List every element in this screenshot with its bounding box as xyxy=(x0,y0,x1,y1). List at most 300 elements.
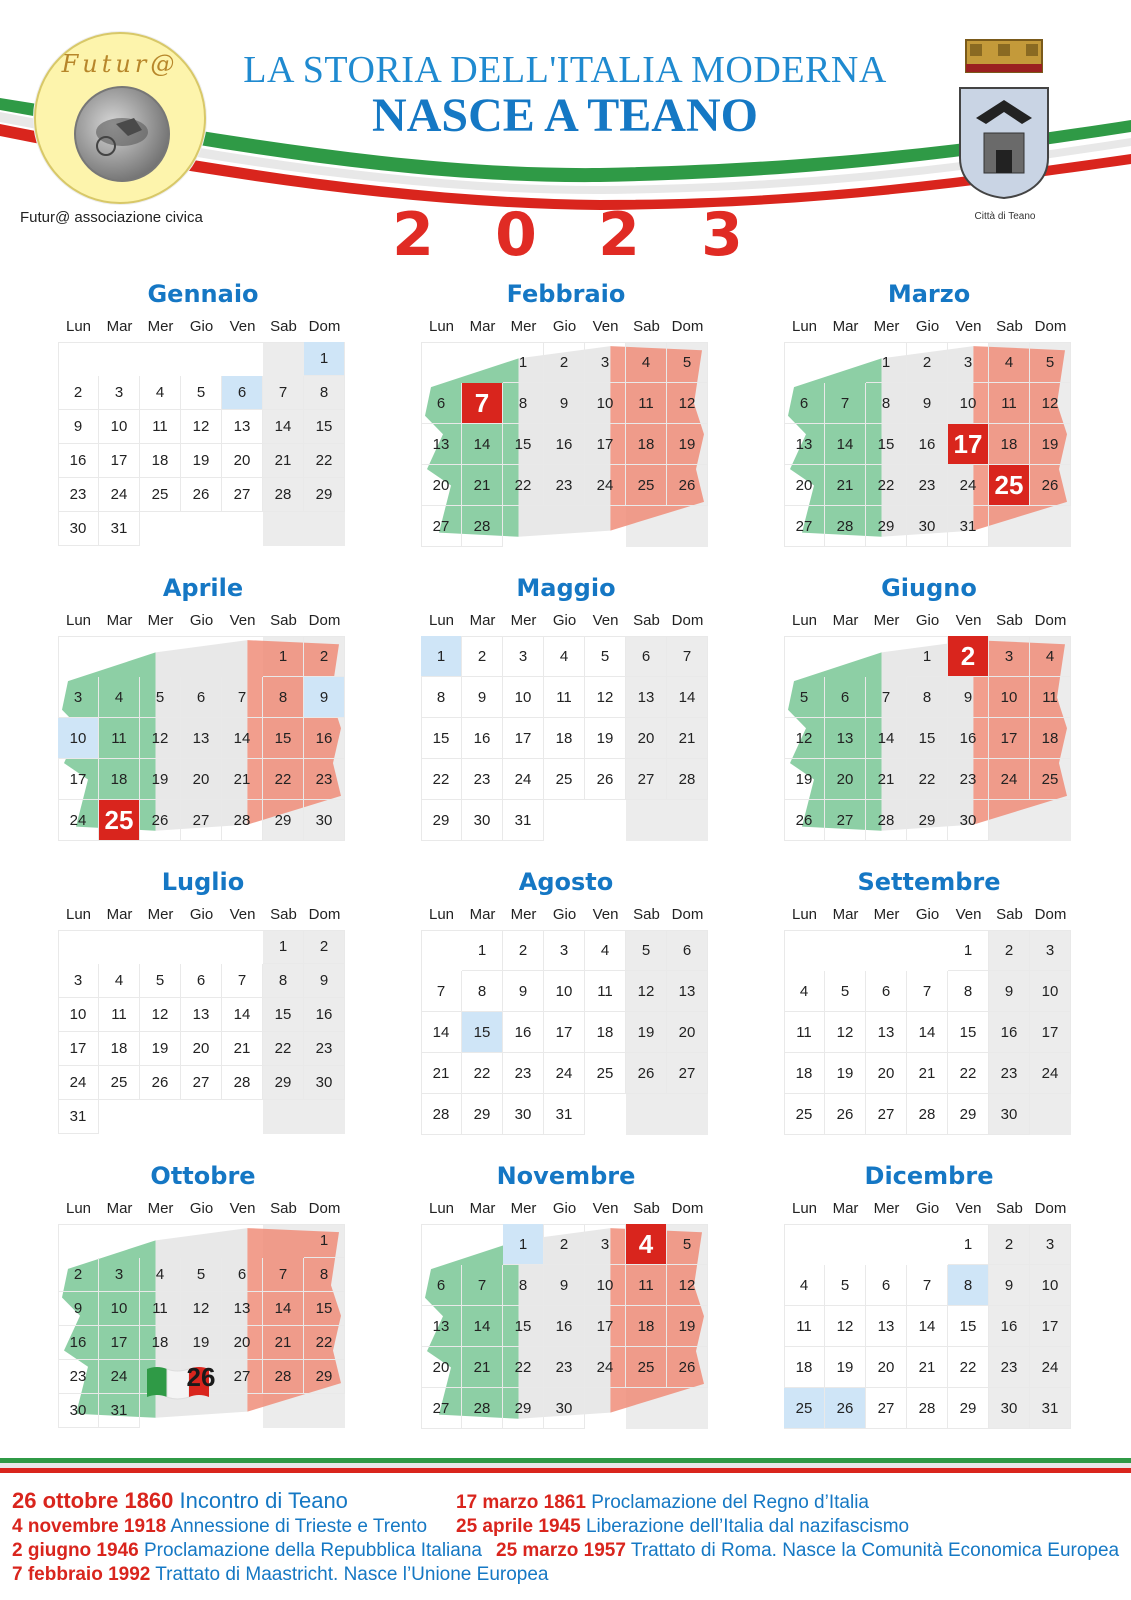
day-cell: 27 xyxy=(866,1094,907,1135)
day-cell: 3 xyxy=(1030,930,1071,971)
day-cell: 18 xyxy=(99,1032,140,1066)
day-cell: 1 xyxy=(503,342,544,383)
day-cell: 3 xyxy=(544,930,585,971)
month-ottobre xyxy=(58,1162,348,1452)
day-cell: 30 xyxy=(304,800,345,841)
day-cell: 26 xyxy=(1030,465,1071,506)
weekday-label: Lun xyxy=(791,1200,818,1217)
day-cell: 31 xyxy=(544,1094,585,1135)
weekday-label: Mar xyxy=(832,318,859,335)
day-cell: 23 xyxy=(907,465,948,506)
day-cell: 26 xyxy=(667,465,708,506)
day-cell: 24 xyxy=(585,465,626,506)
day-cell: 19 xyxy=(140,759,181,800)
weekday-label: Sab xyxy=(633,612,660,629)
weekday-label: Mar xyxy=(106,906,133,923)
month-name: Dicembre xyxy=(864,1162,994,1190)
day-cell: 28 xyxy=(222,1066,263,1100)
logo-text: Futur@ xyxy=(61,50,179,78)
day-cell: 22 xyxy=(948,1347,989,1388)
day-cell: 30 xyxy=(462,800,503,841)
day-cell: 21 xyxy=(222,759,263,800)
weekday-label: Dom xyxy=(308,1200,341,1217)
weekday-label: Gio xyxy=(552,1200,577,1217)
city-crest-icon xyxy=(956,38,1052,200)
weekday-label: Mar xyxy=(832,612,859,629)
event-5: 2 giugno 1946 Proclamazione della Repubblica Italiana xyxy=(12,1540,482,1561)
day-cell: 28 xyxy=(907,1388,948,1429)
day-cell: 14 xyxy=(907,1306,948,1347)
day-cell: 26 xyxy=(626,1053,667,1094)
day-cell: 31 xyxy=(503,800,544,841)
day-cell: 3 xyxy=(585,342,626,383)
day-cell: 6 xyxy=(866,971,907,1012)
day-cell: 1 xyxy=(421,636,462,677)
day-cell: 24 xyxy=(99,478,140,512)
weekday-label: Mar xyxy=(469,906,496,923)
weekday-label: Dom xyxy=(671,612,704,629)
day-cell: 24 xyxy=(948,465,989,506)
day-cell: 27 xyxy=(667,1053,708,1094)
day-cell: 18 xyxy=(1030,718,1071,759)
day-cell: 9 xyxy=(989,1265,1030,1306)
day-cell: 2 xyxy=(304,636,345,677)
day-cell: 3 xyxy=(1030,1224,1071,1265)
day-cell: 5 xyxy=(585,636,626,677)
weekday-label: Sab xyxy=(270,612,297,629)
day-cell: 31 xyxy=(1030,1388,1071,1429)
day-cell: 6 xyxy=(784,383,825,424)
weekday-label: Gio xyxy=(552,318,577,335)
day-cell: 1 xyxy=(866,342,907,383)
day-cell: 8 xyxy=(503,383,544,424)
day-cell: 15 xyxy=(263,718,304,759)
day-cell: 10 xyxy=(99,410,140,444)
day-cell: 5 xyxy=(181,1258,222,1292)
day-cell: 13 xyxy=(421,424,462,465)
day-cell: 5 xyxy=(140,964,181,998)
day-cell: 2 xyxy=(58,376,99,410)
day-cell: 11 xyxy=(544,677,585,718)
day-cell: 7 xyxy=(222,677,263,718)
day-cell: 23 xyxy=(304,1032,345,1066)
weekday-label: Gio xyxy=(915,1200,940,1217)
day-cell: 12 xyxy=(181,1292,222,1326)
day-cell: 21 xyxy=(421,1053,462,1094)
weekday-label: Lun xyxy=(791,612,818,629)
day-cell: 4 xyxy=(99,677,140,718)
day-cell: 11 xyxy=(1030,677,1071,718)
month-name: Giugno xyxy=(881,574,977,602)
day-cell: 17 xyxy=(1030,1012,1071,1053)
day-cell: 26 xyxy=(181,478,222,512)
weekday-label: Sab xyxy=(270,1200,297,1217)
day-cell: 4 xyxy=(1030,636,1071,677)
day-cell: 23 xyxy=(989,1053,1030,1094)
day-cell: 3 xyxy=(58,964,99,998)
weekday-label: Gio xyxy=(915,906,940,923)
weekday-label: Mar xyxy=(469,318,496,335)
day-cell: 6 xyxy=(181,677,222,718)
day-cell: 13 xyxy=(866,1306,907,1347)
day-cell: 2 xyxy=(989,1224,1030,1265)
day-cell: 15 xyxy=(304,1292,345,1326)
day-cell: 21 xyxy=(263,1326,304,1360)
day-cell: 29 xyxy=(304,1360,345,1394)
month-novembre xyxy=(421,1162,711,1452)
day-cell: 27 xyxy=(866,1388,907,1429)
day-cell: 28 xyxy=(263,1360,304,1394)
weekday-label: Mar xyxy=(106,1200,133,1217)
day-cell: 27 xyxy=(421,1388,462,1429)
day-cell: 6 xyxy=(667,930,708,971)
holiday-day-cell: 7 xyxy=(462,383,503,424)
day-cell: 4 xyxy=(99,964,140,998)
month-name: Maggio xyxy=(516,574,616,602)
day-cell: 20 xyxy=(222,444,263,478)
day-cell: 13 xyxy=(181,998,222,1032)
day-cell: 23 xyxy=(544,1347,585,1388)
day-cell: 23 xyxy=(304,759,345,800)
day-cell: 17 xyxy=(544,1012,585,1053)
day-cell: 21 xyxy=(825,465,866,506)
day-cell: 23 xyxy=(503,1053,544,1094)
day-cell: 19 xyxy=(626,1012,667,1053)
event-6: 25 marzo 1957 Trattato di Roma. Nasce la Comunità Economica Europea xyxy=(496,1540,1120,1561)
weekday-label: Mar xyxy=(106,318,133,335)
day-cell: 8 xyxy=(462,971,503,1012)
day-cell: 15 xyxy=(304,410,345,444)
day-cell: 5 xyxy=(140,677,181,718)
weekday-label: Dom xyxy=(308,318,341,335)
year-digit-4: 3 xyxy=(701,200,743,270)
day-cell: 24 xyxy=(544,1053,585,1094)
day-cell: 30 xyxy=(989,1094,1030,1135)
day-cell: 1 xyxy=(304,342,345,376)
month-name: Ottobre xyxy=(150,1162,256,1190)
day-cell: 29 xyxy=(263,800,304,841)
day-cell: 18 xyxy=(626,424,667,465)
weekday-label: Lun xyxy=(428,906,455,923)
event-2: 17 marzo 1861 Proclamazione del Regno d’Italia xyxy=(456,1492,869,1513)
month-luglio xyxy=(58,868,348,1158)
day-cell: 29 xyxy=(907,800,948,841)
weekday-label: Ven xyxy=(592,612,619,629)
day-cell: 22 xyxy=(421,759,462,800)
weekday-label: Ven xyxy=(229,906,256,923)
weekday-label: Mer xyxy=(510,612,537,629)
day-cell: 9 xyxy=(58,410,99,444)
day-cell: 10 xyxy=(503,677,544,718)
day-cell: 10 xyxy=(1030,971,1071,1012)
day-cell: 19 xyxy=(181,444,222,478)
day-cell: 3 xyxy=(948,342,989,383)
day-cell: 24 xyxy=(58,1066,99,1100)
weekday-label: Gio xyxy=(552,612,577,629)
day-cell: 20 xyxy=(181,759,222,800)
weekday-label: Lun xyxy=(65,1200,92,1217)
year-digit-2: 0 xyxy=(495,200,537,270)
day-cell: 6 xyxy=(825,677,866,718)
weekday-label: Mar xyxy=(469,1200,496,1217)
day-cell: 16 xyxy=(462,718,503,759)
weekday-label: Mer xyxy=(147,906,174,923)
day-cell: 20 xyxy=(421,465,462,506)
day-cell: 28 xyxy=(421,1094,462,1135)
day-cell: 28 xyxy=(866,800,907,841)
day-cell: 23 xyxy=(462,759,503,800)
day-cell: 10 xyxy=(585,1265,626,1306)
day-cell: 4 xyxy=(140,376,181,410)
weekday-label: Mer xyxy=(510,906,537,923)
day-cell: 15 xyxy=(948,1306,989,1347)
day-cell: 3 xyxy=(99,1258,140,1292)
weekday-label: Mer xyxy=(873,318,900,335)
day-cell: 17 xyxy=(58,1032,99,1066)
day-cell: 27 xyxy=(181,800,222,841)
weekday-label: Lun xyxy=(428,612,455,629)
day-cell: 10 xyxy=(99,1292,140,1326)
day-cell: 1 xyxy=(304,1224,345,1258)
day-cell: 4 xyxy=(140,1258,181,1292)
day-cell: 17 xyxy=(58,759,99,800)
weekday-label: Gio xyxy=(915,612,940,629)
day-cell: 9 xyxy=(544,383,585,424)
day-cell: 22 xyxy=(866,465,907,506)
day-cell: 20 xyxy=(784,465,825,506)
weekday-label: Ven xyxy=(592,318,619,335)
day-cell: 19 xyxy=(140,1032,181,1066)
weekday-label: Dom xyxy=(1034,906,1067,923)
month-settembre xyxy=(784,868,1074,1158)
day-cell: 26 xyxy=(140,1066,181,1100)
day-cell: 16 xyxy=(304,998,345,1032)
weekday-label: Mar xyxy=(106,612,133,629)
holiday-day-cell: 4 xyxy=(626,1224,667,1265)
day-cell: 5 xyxy=(825,1265,866,1306)
weekday-label: Mer xyxy=(510,318,537,335)
day-cell: 9 xyxy=(503,971,544,1012)
month-maggio xyxy=(421,574,711,864)
association-name: Futur@ associazione civica xyxy=(20,209,203,226)
day-cell: 29 xyxy=(462,1094,503,1135)
day-cell: 9 xyxy=(58,1292,99,1326)
month-gennaio xyxy=(58,280,348,570)
day-cell: 18 xyxy=(99,759,140,800)
day-cell: 21 xyxy=(462,1347,503,1388)
day-cell: 20 xyxy=(825,759,866,800)
day-cell: 4 xyxy=(626,342,667,383)
day-cell: 21 xyxy=(907,1053,948,1094)
day-cell: 22 xyxy=(503,1347,544,1388)
day-cell: 27 xyxy=(181,1066,222,1100)
day-cell: 21 xyxy=(263,444,304,478)
day-cell: 20 xyxy=(866,1053,907,1094)
day-cell: 7 xyxy=(263,1258,304,1292)
day-cell: 8 xyxy=(503,1265,544,1306)
weekday-label: Ven xyxy=(955,906,982,923)
day-cell: 5 xyxy=(181,376,222,410)
day-cell: 5 xyxy=(667,342,708,383)
day-cell: 25 xyxy=(1030,759,1071,800)
day-cell: 30 xyxy=(544,1388,585,1429)
day-cell: 23 xyxy=(989,1347,1030,1388)
year-digit-1: 2 xyxy=(392,200,434,270)
weekday-label: Sab xyxy=(633,906,660,923)
day-cell: 19 xyxy=(667,424,708,465)
crest-label: Città di Teano xyxy=(974,211,1036,222)
month-dicembre xyxy=(784,1162,1074,1452)
day-cell: 15 xyxy=(866,424,907,465)
day-cell: 13 xyxy=(825,718,866,759)
day-cell: 4 xyxy=(784,971,825,1012)
day-cell: 31 xyxy=(948,506,989,547)
title-line-1: LA STORIA DELL'ITALIA MODERNA xyxy=(243,49,887,91)
day-cell: 8 xyxy=(907,677,948,718)
day-cell: 6 xyxy=(626,636,667,677)
day-cell: 14 xyxy=(421,1012,462,1053)
weekday-label: Gio xyxy=(915,318,940,335)
day-cell: 6 xyxy=(866,1265,907,1306)
day-cell: 24 xyxy=(99,1360,140,1394)
day-cell: 24 xyxy=(503,759,544,800)
day-cell: 1 xyxy=(263,636,304,677)
day-cell: 12 xyxy=(140,998,181,1032)
day-cell: 20 xyxy=(626,718,667,759)
weekday-label: Lun xyxy=(65,906,92,923)
day-cell: 8 xyxy=(866,383,907,424)
day-cell: 15 xyxy=(503,1306,544,1347)
day-cell: 21 xyxy=(866,759,907,800)
day-cell: 28 xyxy=(263,478,304,512)
day-cell: 12 xyxy=(585,677,626,718)
day-cell: 14 xyxy=(222,998,263,1032)
day-cell: 7 xyxy=(667,636,708,677)
day-cell: 8 xyxy=(304,1258,345,1292)
day-cell: 5 xyxy=(784,677,825,718)
day-cell: 12 xyxy=(140,718,181,759)
day-cell: 23 xyxy=(948,759,989,800)
day-cell: 18 xyxy=(585,1012,626,1053)
weekday-label: Sab xyxy=(996,906,1023,923)
day-cell: 22 xyxy=(503,465,544,506)
day-cell: 2 xyxy=(304,930,345,964)
day-cell: 21 xyxy=(907,1347,948,1388)
weekday-label: Dom xyxy=(1034,612,1067,629)
day-cell: 25 xyxy=(99,1066,140,1100)
day-cell: 18 xyxy=(544,718,585,759)
event-7: 7 febbraio 1992 Trattato di Maastricht. Nasce l’Unione Europea xyxy=(12,1564,549,1585)
day-cell: 26 xyxy=(784,800,825,841)
month-giugno xyxy=(784,574,1074,864)
day-cell: 19 xyxy=(1030,424,1071,465)
weekday-label: Gio xyxy=(552,906,577,923)
day-cell: 15 xyxy=(907,718,948,759)
day-cell: 30 xyxy=(58,512,99,546)
day-cell: 26 xyxy=(667,1347,708,1388)
day-cell: 16 xyxy=(989,1012,1030,1053)
day-cell: 29 xyxy=(304,478,345,512)
day-cell: 9 xyxy=(304,964,345,998)
day-cell: 31 xyxy=(99,512,140,546)
day-cell: 11 xyxy=(626,1265,667,1306)
weekday-label: Gio xyxy=(189,612,214,629)
day-cell: 5 xyxy=(667,1224,708,1265)
day-cell: 11 xyxy=(140,410,181,444)
day-cell: 28 xyxy=(825,506,866,547)
day-cell: 11 xyxy=(784,1012,825,1053)
day-cell: 11 xyxy=(140,1292,181,1326)
day-cell: 1 xyxy=(263,930,304,964)
weekday-label: Ven xyxy=(592,906,619,923)
day-cell: 20 xyxy=(181,1032,222,1066)
day-cell: 4 xyxy=(989,342,1030,383)
weekday-label: Sab xyxy=(270,318,297,335)
day-cell: 23 xyxy=(58,478,99,512)
day-cell: 30 xyxy=(948,800,989,841)
day-cell: 10 xyxy=(58,998,99,1032)
day-cell: 19 xyxy=(667,1306,708,1347)
day-cell: 30 xyxy=(989,1388,1030,1429)
day-cell: 29 xyxy=(503,1388,544,1429)
day-cell: 29 xyxy=(948,1094,989,1135)
weekday-label: Gio xyxy=(189,1200,214,1217)
day-cell: 10 xyxy=(544,971,585,1012)
day-cell: 22 xyxy=(948,1053,989,1094)
day-cell: 28 xyxy=(667,759,708,800)
day-cell: 13 xyxy=(222,1292,263,1326)
day-cell: 12 xyxy=(825,1306,866,1347)
day-cell: 21 xyxy=(667,718,708,759)
day-cell: 7 xyxy=(866,677,907,718)
day-cell: 28 xyxy=(222,800,263,841)
day-cell: 22 xyxy=(304,444,345,478)
day-cell: 10 xyxy=(585,383,626,424)
weekday-label: Dom xyxy=(671,318,704,335)
day-cell: 28 xyxy=(462,1388,503,1429)
futura-logo xyxy=(34,32,206,204)
day-cell: 19 xyxy=(585,718,626,759)
day-cell: 12 xyxy=(181,410,222,444)
day-cell: 15 xyxy=(503,424,544,465)
weekday-label: Mar xyxy=(469,612,496,629)
weekday-label: Dom xyxy=(1034,1200,1067,1217)
day-cell: 23 xyxy=(544,465,585,506)
day-cell: 14 xyxy=(222,718,263,759)
day-cell: 19 xyxy=(825,1347,866,1388)
teano-meeting-day-cell: 26 xyxy=(181,1360,222,1394)
weekday-label: Sab xyxy=(270,906,297,923)
day-cell: 13 xyxy=(222,410,263,444)
weekday-label: Dom xyxy=(1034,318,1067,335)
day-cell: 27 xyxy=(222,1360,263,1394)
weekday-label: Sab xyxy=(633,1200,660,1217)
year-digit-3: 2 xyxy=(598,200,640,270)
weekday-label: Ven xyxy=(955,612,982,629)
day-cell: 31 xyxy=(99,1394,140,1428)
weekday-label: Ven xyxy=(229,318,256,335)
weekday-label: Sab xyxy=(633,318,660,335)
day-cell: 21 xyxy=(222,1032,263,1066)
day-cell: 22 xyxy=(263,759,304,800)
day-cell: 28 xyxy=(907,1094,948,1135)
day-cell: 22 xyxy=(263,1032,304,1066)
day-cell: 9 xyxy=(304,677,345,718)
day-cell: 18 xyxy=(784,1347,825,1388)
day-cell: 19 xyxy=(825,1053,866,1094)
day-cell: 15 xyxy=(421,718,462,759)
day-cell: 24 xyxy=(1030,1347,1071,1388)
